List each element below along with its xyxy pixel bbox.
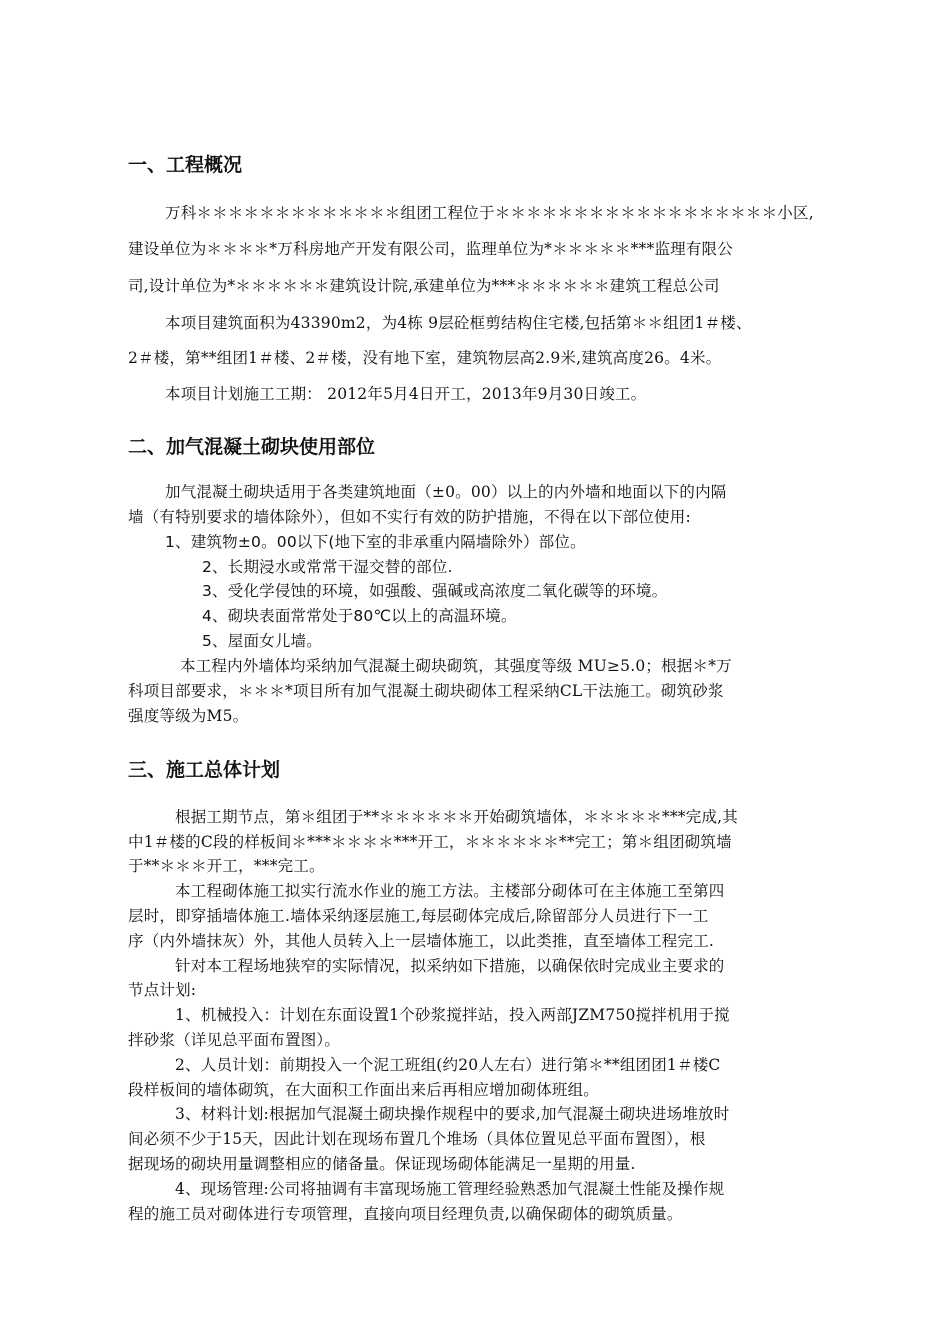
paragraph-line: 4、现场管理:公司将抽调有丰富现场施工管理经验熟悉加气混凝土性能及操作规 (175, 1180, 725, 1198)
list-item: 1、建筑物±0。00以下(地下室的非承重内隔墙除外）部位。 (165, 533, 586, 551)
paragraph-line: 段样板间的墙体砌筑，在大面积工作面出来后再相应增加砌体班组。 (128, 1081, 600, 1099)
section-title-plan: 三、施工总体计划 (128, 759, 281, 781)
paragraph-line: 强度等级为M5。 (128, 707, 249, 725)
paragraph-line: 本工程内外墙体均采纳加气混凝土砌块砌筑，其强度等级 MU≥5.0；根据＊*万 (180, 657, 732, 675)
paragraph-line: 节点计划: (128, 981, 197, 999)
paragraph-line: 根据工期节点，第＊组团于**＊＊＊＊＊＊开始砌筑墙体，＊＊＊＊＊***完成,其 (175, 808, 738, 826)
paragraph-line: 层时，即穿插墙体施工.墙体采纳逐层施工,每层砌体完成后,除留部分人员进行下一工 (128, 907, 709, 925)
list-item: 2、长期浸水或常常干湿交替的部位. (202, 558, 453, 576)
paragraph-line: 2、人员计划：前期投入一个泥工班组(约20人左右）进行第＊**组团团1＃楼C (175, 1056, 721, 1074)
section-title-usage: 二、加气混凝土砌块使用部位 (128, 436, 376, 458)
paragraph-line: 序（内外墙抹灰）外，其他人员转入上一层墙体施工，以此类推，直至墙体工程完工. (128, 932, 715, 950)
paragraph-line: 间必须不少于15天，因此计划在现场布置几个堆场（具体位置见总平面布置图），根 (128, 1130, 706, 1148)
list-item: 3、受化学侵蚀的环境，如强酸、强碱或高浓度二氧化碳等的环境。 (202, 582, 668, 600)
paragraph-line: 本项目计划施工工期： 2012年5月4日开工，2013年9月30日竣工。 (165, 385, 647, 403)
list-item: 5、屋面女儿墙。 (202, 632, 322, 650)
paragraph-line: 针对本工程场地狭窄的实际情况，拟采纳如下措施，以确保依时完成业主要求的 (175, 957, 725, 975)
paragraph-line: 3、材料计划:根据加气混凝土砌块操作规程中的要求,加气混凝土砌块进场堆放时 (175, 1105, 730, 1123)
paragraph-line: 中1＃楼的C段的样板间＊***＊＊＊＊***开工，＊＊＊＊＊＊**完工；第＊组团砌筑墙 (128, 833, 732, 851)
paragraph-line: 司,设计单位为*＊＊＊＊＊＊建筑设计院,承建单位为***＊＊＊＊＊＊建筑工程总公司 (128, 277, 720, 295)
paragraph-line: 2＃楼，第**组团1＃楼、2＃楼，没有地下室，建筑物层高2.9米,建筑高度26。4米。 (128, 349, 722, 367)
paragraph-line: 墙（有特别要求的墙体除外），但如不实行有效的防护措施，不得在以下部位使用: (128, 508, 691, 526)
paragraph-line: 于**＊＊＊开工，***完工。 (128, 857, 325, 875)
paragraph-line: 程的施工员对砌体进行专项管理，直接向项目经理负责,以确保砌体的砌筑质量。 (128, 1205, 683, 1223)
list-item: 4、砌块表面常常处于80℃以上的高温环境。 (202, 607, 517, 625)
paragraph-line: 据现场的砌块用量调整相应的储备量。保证现场砌体能满足一星期的用量. (128, 1155, 636, 1173)
paragraph-line: 拌砂浆（详见总平面布置图）。 (128, 1031, 341, 1049)
paragraph-line: 万科＊＊＊＊＊＊＊＊＊＊＊＊＊组团工程位于＊＊＊＊＊＊＊＊＊＊＊＊＊＊＊＊＊＊小区, (165, 204, 814, 222)
paragraph-line: 加气混凝土砌块适用于各类建筑地面（±0。00）以上的内外墙和地面以下的内隔 (165, 483, 727, 501)
section-title-overview: 一、工程概况 (128, 154, 243, 176)
paragraph-line: 科项目部要求，＊＊＊*项目所有加气混凝土砌块砌体工程采纳CL干法施工。砌筑砂浆 (128, 682, 724, 700)
paragraph-line: 本工程砌体施工拟实行流水作业的施工方法。主楼部分砌体可在主体施工至第四 (175, 882, 725, 900)
paragraph-line: 建设单位为＊＊＊＊*万科房地产开发有限公司，监理单位为*＊＊＊＊＊***监理有限公 (128, 240, 733, 258)
paragraph-line: 1、机械投入：计划在东面设置1个砂浆搅拌站，投入两部JZM750搅拌机用于搅 (175, 1006, 730, 1024)
paragraph-line: 本项目建筑面积为43390m2，为4栋 9层砼框剪结构住宅楼,包括第＊＊组团1＃楼、 (165, 314, 752, 332)
